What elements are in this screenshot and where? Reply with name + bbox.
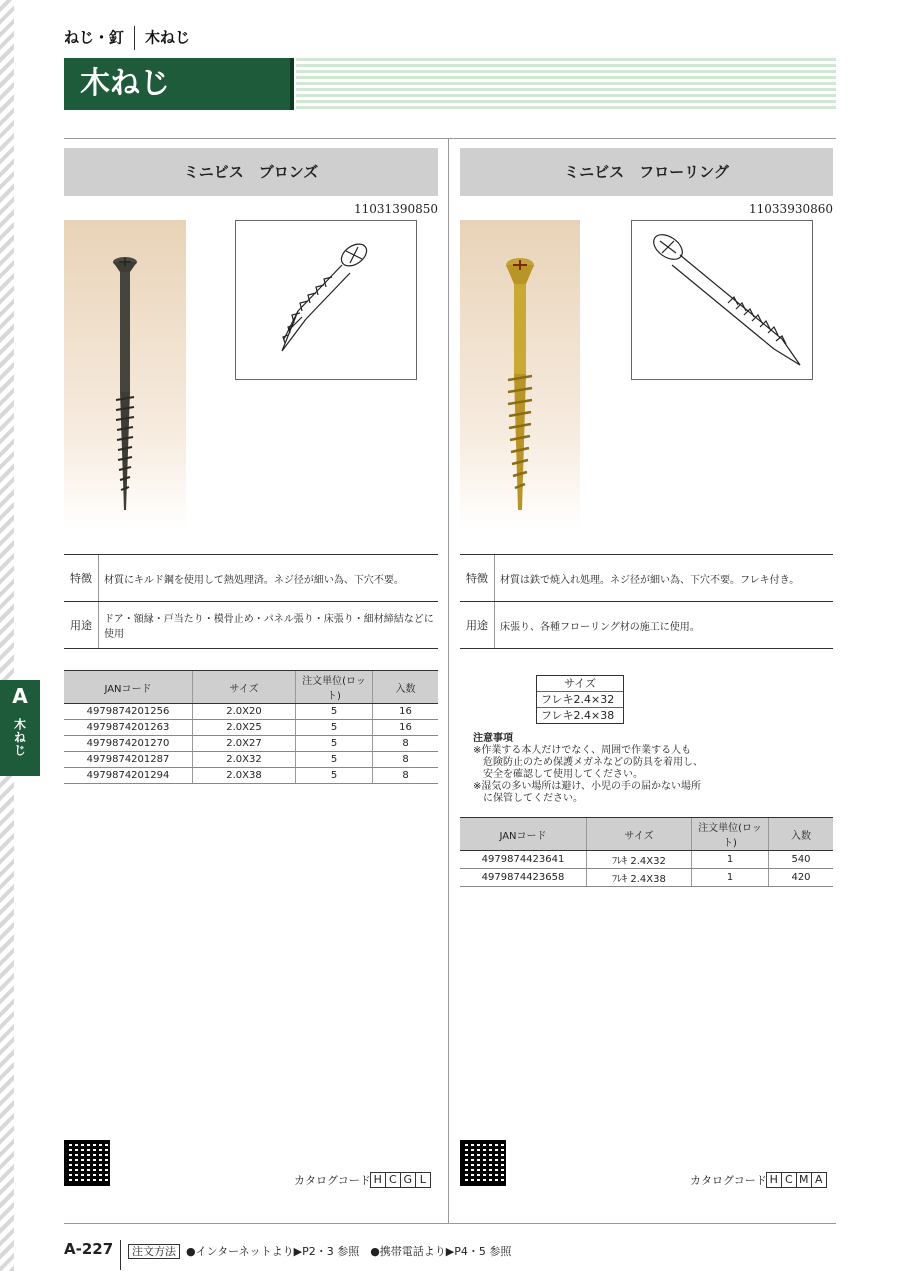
- cell-size: 2.0X38: [193, 768, 296, 784]
- usage-text: ドア・額縁・戸当たり・模骨止め・パネル張り・床張り・細材締結などに使用: [104, 614, 434, 640]
- col-qty: 入数: [373, 671, 439, 704]
- table-row: [64, 736, 438, 752]
- catalog-code-char: C: [781, 1172, 797, 1188]
- catalog-code-char: H: [766, 1172, 782, 1188]
- product-photo-flooring: [460, 220, 580, 530]
- features-text: 材質は鉄で焼入れ処理。ネジ径が細い為、下穴不要。フレキ付き。: [500, 574, 800, 586]
- table-header-row: [460, 818, 833, 851]
- footer-separator: [120, 1240, 121, 1270]
- usage-text: 床張り、各種フローリング材の施工に使用。: [500, 621, 700, 633]
- column-divider: [448, 138, 449, 1223]
- page-title: 木ねじ: [64, 58, 294, 110]
- cell-size: 2.0X27: [193, 736, 296, 752]
- cell-jan: 4979874201263: [64, 720, 193, 736]
- spec-table-flooring: [460, 817, 833, 887]
- catalog-number: 11031390850: [354, 202, 438, 216]
- features-label: 特徴: [64, 555, 99, 601]
- cell-size: 2.0X20: [193, 704, 296, 720]
- features-row: [460, 554, 833, 601]
- catalog-code-char: M: [796, 1172, 812, 1188]
- cell-qty: 16: [373, 720, 439, 736]
- line-drawing-flooring: [631, 220, 813, 380]
- cell-jan: 4979874201256: [64, 704, 193, 720]
- cautions-title: 注意事項: [473, 733, 513, 744]
- table-row: [64, 704, 438, 720]
- product-photo-bronze: [64, 220, 186, 530]
- breadcrumb-subcategory: 木ねじ: [145, 28, 191, 47]
- cautions: [473, 733, 773, 805]
- cell-jan: 4979874201270: [64, 736, 193, 752]
- caution-line: 危険防止のため保護メガネなどの防具を着用し、: [473, 757, 703, 768]
- cell-lot: 1: [692, 869, 769, 887]
- catalog-number: 11033930860: [749, 202, 833, 216]
- table-row: [64, 768, 438, 784]
- cell-jan: 4979874423658: [460, 869, 587, 887]
- breadcrumb: [64, 26, 190, 50]
- cell-size: ﾌﾚｷ 2.4X32: [587, 851, 692, 869]
- size-box-item: フレキ2.4×32: [537, 691, 623, 707]
- screw-drawing-icon: [236, 221, 416, 379]
- cell-qty: 8: [373, 768, 439, 784]
- cell-lot: 5: [296, 752, 373, 768]
- cell-qty: 8: [373, 736, 439, 752]
- catalog-code-label: カタログコード: [690, 1174, 767, 1187]
- size-box-title: サイズ: [563, 677, 597, 690]
- screw-photo-icon: [460, 220, 580, 530]
- qr-code-icon[interactable]: [460, 1140, 506, 1186]
- screw-photo-icon: [64, 220, 186, 530]
- order-method-label: 注文方法: [128, 1244, 180, 1259]
- cell-lot: 5: [296, 768, 373, 784]
- col-lot: 注文単位(ロット): [296, 671, 373, 704]
- size-box: [536, 675, 624, 724]
- col-size: サイズ: [193, 671, 296, 704]
- cell-jan: 4979874423641: [460, 851, 587, 869]
- order-method-text: ●インターネットより▶P2・3 参照 ●携帯電話より▶P4・5 参照: [186, 1245, 512, 1258]
- line-drawing-bronze: [235, 220, 417, 380]
- table-header-row: [64, 671, 438, 704]
- catalog-code-char: G: [400, 1172, 416, 1188]
- product-header-bronze: ミニビス ブロンズ: [64, 148, 438, 196]
- cell-qty: 16: [373, 704, 439, 720]
- features-row: [64, 554, 438, 601]
- caution-line: ※作業する本人だけでなく、周囲で作業する人も: [473, 745, 692, 756]
- cell-jan: 4979874201294: [64, 768, 193, 784]
- col-jan: JANコード: [460, 818, 587, 851]
- usage-row: [64, 601, 438, 649]
- catalog-code-char: C: [385, 1172, 401, 1188]
- catalog-code-char: H: [370, 1172, 386, 1188]
- features-text: 材質にキルド鋼を使用して熱処理済。ネジ径が細い為、下穴不要。: [104, 574, 404, 586]
- cell-lot: 5: [296, 720, 373, 736]
- breadcrumb-category: ねじ・釘: [64, 28, 125, 47]
- caution-line: 安全を確認して使用してください。: [473, 769, 643, 780]
- cell-jan: 4979874201287: [64, 752, 193, 768]
- page-number: A-227: [64, 1240, 114, 1258]
- cell-lot: 5: [296, 704, 373, 720]
- side-index-tab[interactable]: [0, 680, 40, 776]
- size-box-item: フレキ2.4×38: [537, 707, 623, 723]
- usage-label: 用途: [460, 602, 495, 648]
- cell-lot: 5: [296, 736, 373, 752]
- footer-rule: [64, 1223, 836, 1224]
- table-row: [64, 720, 438, 736]
- title-stripes: [296, 58, 836, 110]
- table-row: [460, 851, 833, 869]
- cell-size: ﾌﾚｷ 2.4X38: [587, 869, 692, 887]
- usage-row: [460, 601, 833, 649]
- col-size: サイズ: [587, 818, 692, 851]
- spec-table-bronze: [64, 670, 438, 784]
- side-tab-letter: A: [12, 684, 28, 708]
- cell-qty: 8: [373, 752, 439, 768]
- catalog-code-label: カタログコード: [294, 1174, 371, 1187]
- cell-qty: 420: [769, 869, 834, 887]
- edge-stripe: [0, 0, 14, 1271]
- col-jan: JANコード: [64, 671, 193, 704]
- col-lot: 注文単位(ロット): [692, 818, 769, 851]
- usage-label: 用途: [64, 602, 99, 648]
- product-header-flooring: ミニビス フローリング: [460, 148, 833, 196]
- table-row: [64, 752, 438, 768]
- side-tab-label: 木ねじ: [12, 718, 27, 757]
- top-rule: [64, 138, 836, 139]
- features-label: 特徴: [460, 555, 495, 601]
- breadcrumb-separator: [134, 26, 135, 50]
- cell-size: 2.0X32: [193, 752, 296, 768]
- catalog-code-char: L: [415, 1172, 431, 1188]
- screw-drawing-icon: [632, 221, 812, 379]
- qr-code-icon[interactable]: [64, 1140, 110, 1186]
- catalog-code-char: A: [811, 1172, 827, 1188]
- table-row: [460, 869, 833, 887]
- col-qty: 入数: [769, 818, 834, 851]
- catalog-code: [294, 1172, 431, 1188]
- cell-size: 2.0X25: [193, 720, 296, 736]
- cell-lot: 1: [692, 851, 769, 869]
- caution-line: ※湿気の多い場所は避け、小児の手の届かない場所: [473, 781, 701, 792]
- footer-order-info: [128, 1243, 511, 1259]
- caution-line: に保管してください。: [473, 793, 583, 804]
- catalog-code: [690, 1172, 827, 1188]
- cell-qty: 540: [769, 851, 834, 869]
